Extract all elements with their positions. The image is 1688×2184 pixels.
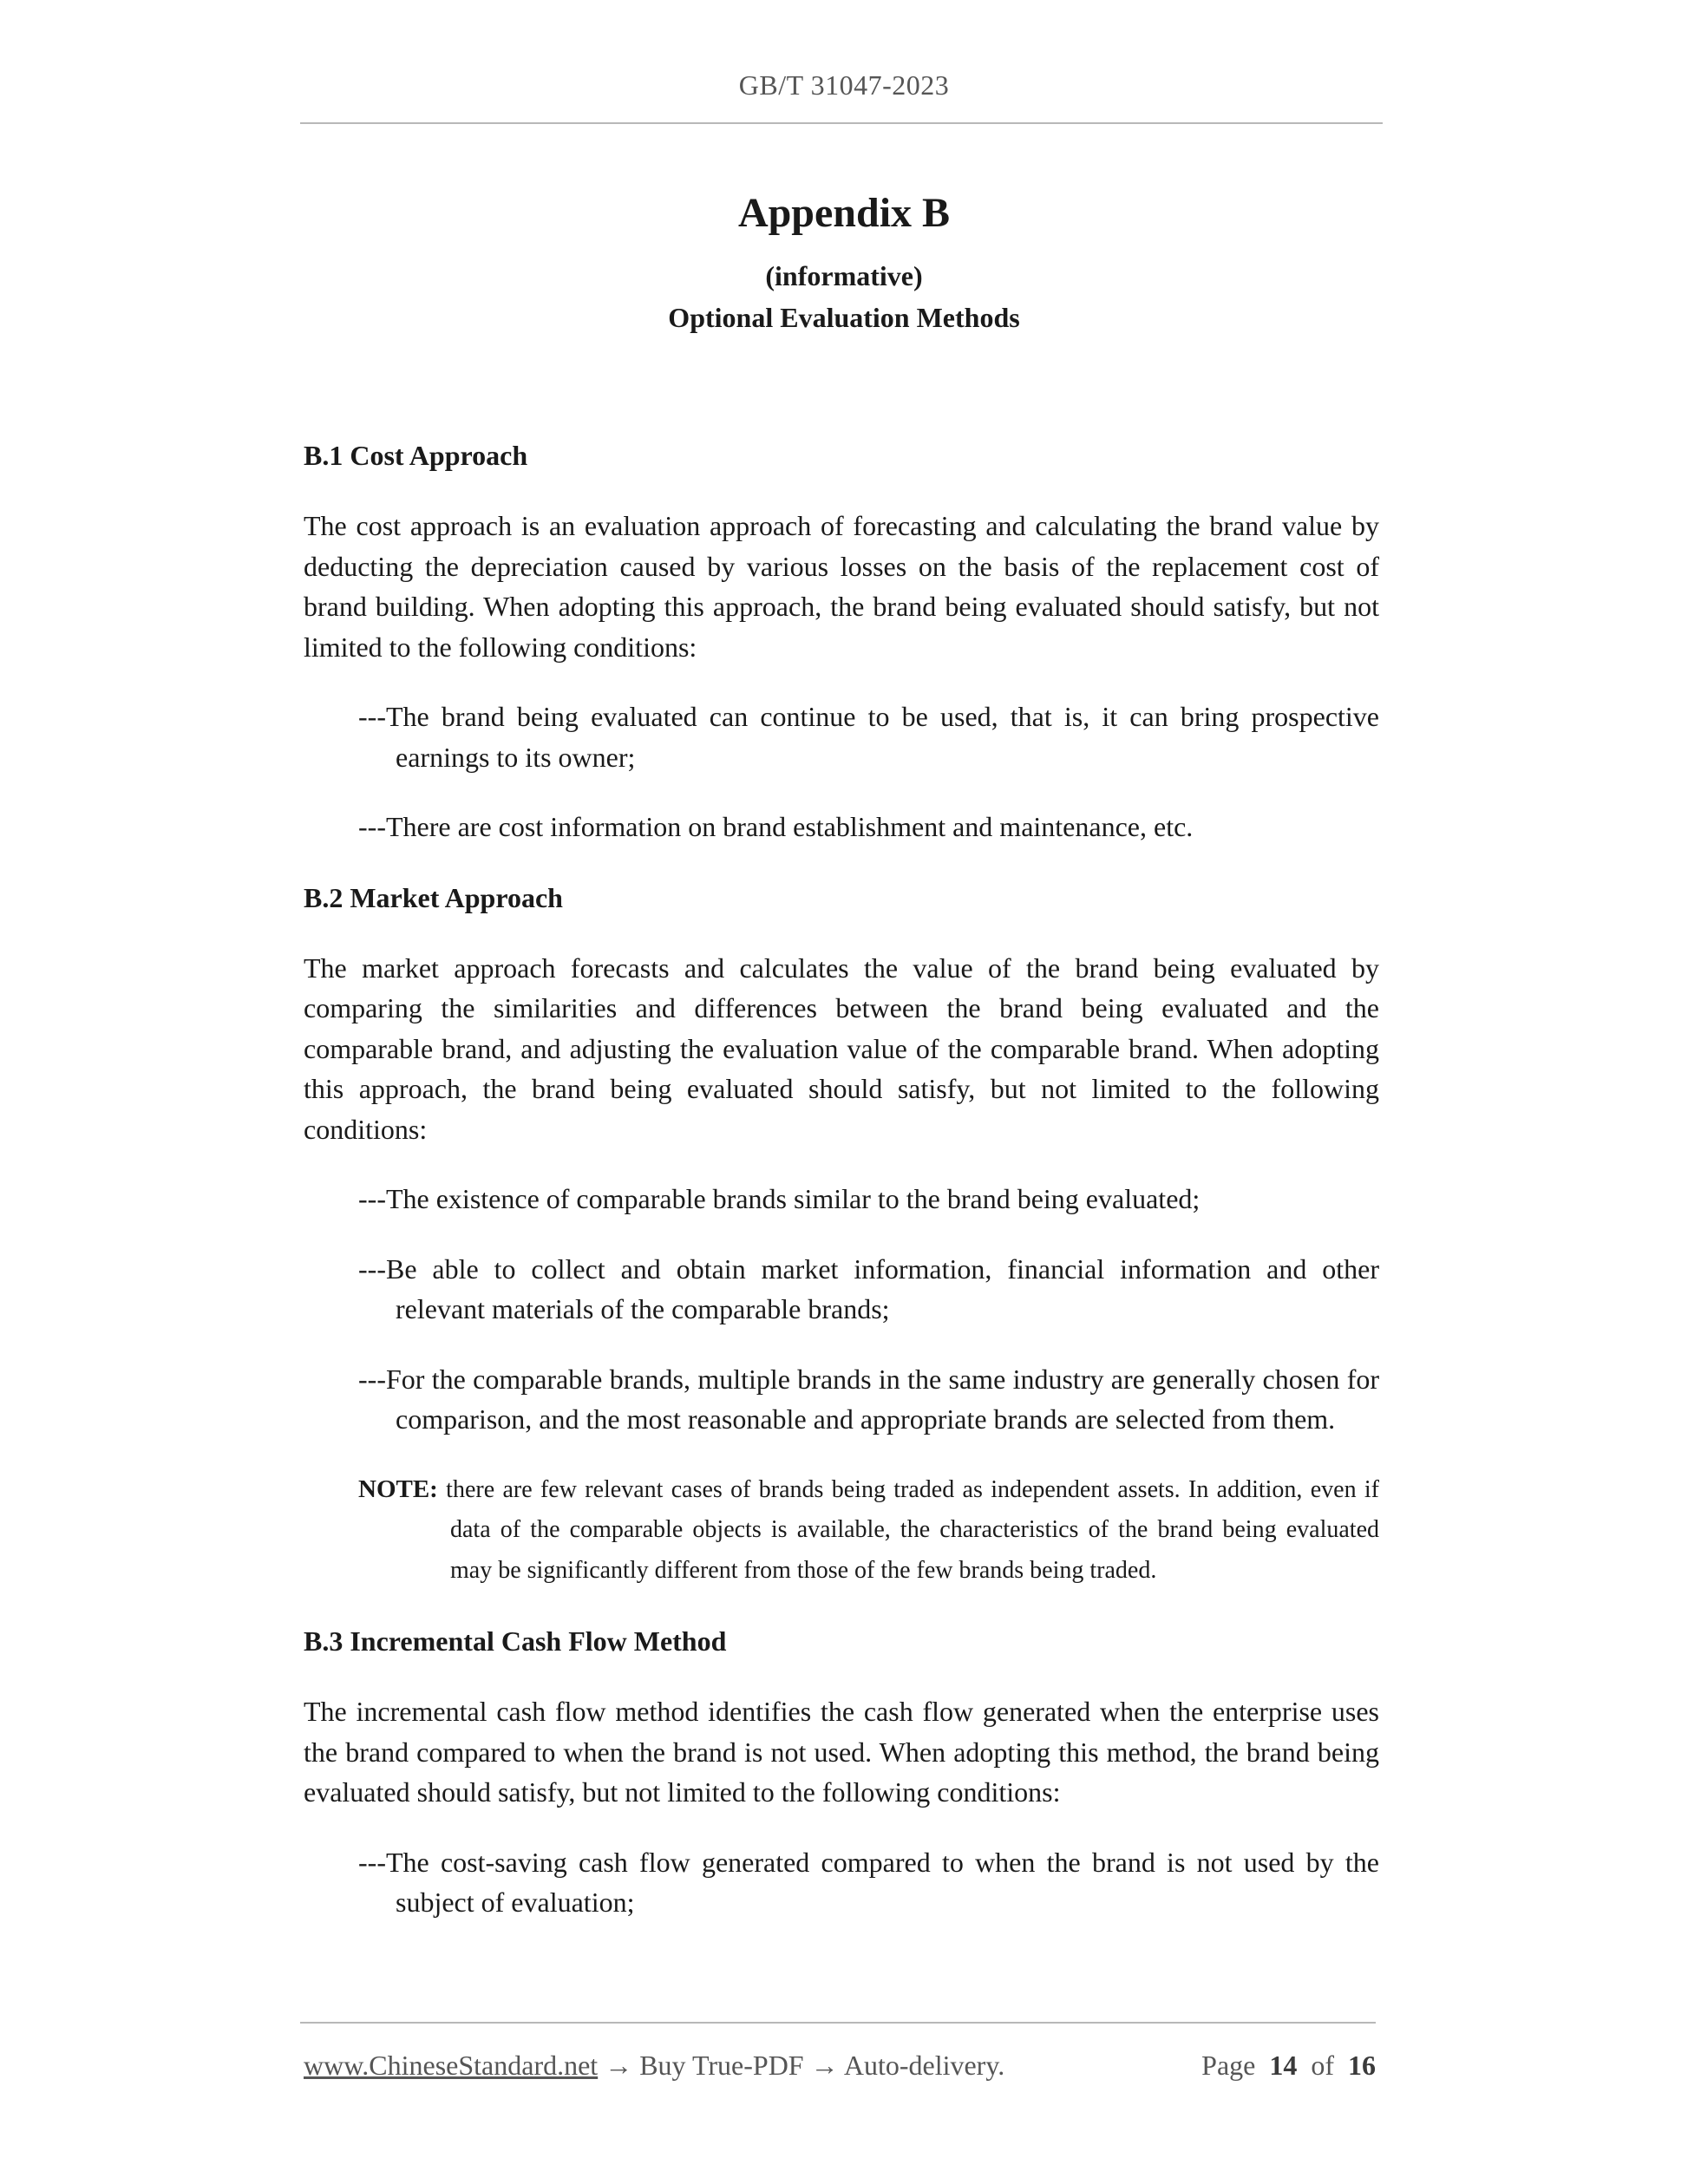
total-pages: 16: [1348, 2050, 1376, 2081]
note-text: there are few relevant cases of brands being traded as independent assets. In addition, even if data of the comparable objects is available, the characteristics of the brand being evaluated may be significantly different from those of the few brands being traded.: [446, 1475, 1380, 1584]
note-b2: [304, 1469, 1379, 1592]
arrow-right-icon: →: [803, 2050, 844, 2081]
site-link[interactable]: www.ChineseStandard.net: [304, 2050, 599, 2081]
paragraph-b3: The incremental cash flow method identifies the cash flow generated when the enterprise uses the brand compared to when the brand is not used. When adopting this method, the brand being evaluated should satisfy, but not limited to the following conditions:: [304, 1696, 1379, 1808]
standard-number-header: GB/T 31047-2023: [738, 69, 950, 101]
paragraph-b1: The cost approach is an evaluation approach of forecasting and calculating the brand value by deducting the depreciation caused by various losses on the basis of the replacement cost of brand building. When adopting this approach, the brand being evaluated should satisfy, but not limited to the following conditions:: [304, 510, 1379, 663]
of-label: of: [1311, 2050, 1334, 2081]
arrow-right-icon: →: [598, 2050, 640, 2081]
section-heading-b3: B.3 Incremental Cash Flow Method: [304, 1625, 727, 1657]
page-indicator: [1201, 2044, 1376, 2086]
list-item: ---For the comparable brands, multiple brands in the same industry are generally chosen for comparison, and the most reasonable and appropriate brands are selected from them.: [358, 1363, 1379, 1435]
footer-divider: [300, 2022, 1376, 2024]
header-divider: [300, 122, 1383, 124]
section-heading-b2: B.2 Market Approach: [304, 881, 563, 913]
page-number: 14: [1269, 2050, 1298, 2081]
appendix-title-block: [0, 184, 1688, 338]
appendix-title: Appendix B: [737, 190, 951, 236]
list-item: ---The brand being evaluated can continue to be used, that is, it can bring prospective earnings to its owner;: [358, 701, 1379, 773]
appendix-name: Optional Evaluation Methods: [668, 302, 1020, 333]
section-heading-b1: B.1 Cost Approach: [304, 440, 528, 471]
appendix-type: (informative): [765, 260, 923, 291]
list-item: ---The cost-saving cash flow generated compared to when the brand is not used by the subject of evaluation;: [358, 1846, 1379, 1918]
paragraph-b2: The market approach forecasts and calculates the value of the brand being evaluated by comparing the similarities and differences between the brand being evaluated and the comparable brand, and adjusting the evaluation value of the comparable brand. When adopting this approach, the brand being evaluated should satisfy, but not limited to the following conditions:: [304, 951, 1379, 1145]
delivery-text: Auto-delivery.: [843, 2050, 1005, 2081]
buy-text: Buy True-PDF: [639, 2050, 804, 2081]
list-item: ---Be able to collect and obtain market information, financial information and other relevant materials of the comparable brands;: [358, 1252, 1379, 1324]
list-item: ---There are cost information on brand establishment and maintenance, etc.: [358, 811, 1194, 842]
footer-promo: [304, 2044, 1004, 2086]
page-label: Page: [1201, 2050, 1256, 2081]
list-item: ---The existence of comparable brands similar to the brand being evaluated;: [358, 1183, 1201, 1214]
note-label: NOTE:: [358, 1475, 438, 1503]
document-body: [304, 435, 1379, 1952]
